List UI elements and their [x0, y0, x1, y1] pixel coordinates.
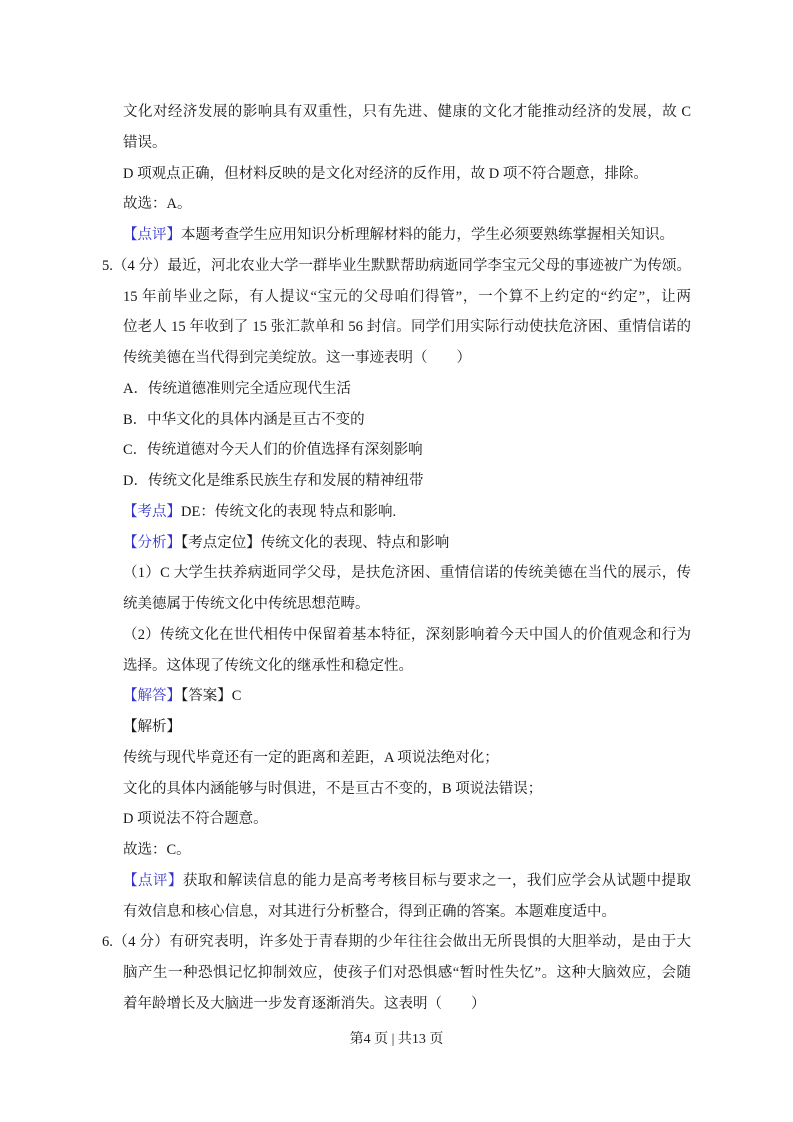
q4-analysis-line-1 [123, 97, 691, 128]
dianping-label: 【点评】 [123, 872, 183, 889]
q4-option-d-comment [123, 159, 691, 190]
q5-option-c [123, 435, 691, 466]
page-content [102, 97, 691, 1020]
text-run: （2）传统文化在世代相传中保留着基本特征，深刻影响着今天中国人的价值观念和行为 [123, 626, 691, 643]
dianping-label: 【点评】 [123, 227, 181, 243]
text-run: 有效信息和核心信息，对其进行分析整合，得到正确的答案。本题难度适中。 [123, 903, 616, 920]
question-5-stem-line-3 [123, 312, 691, 343]
text-run: 6.（4 分）有研究表明，许多处于青春期的少年往往会做出无所畏惧的大胆举动，是由于大 [102, 934, 691, 951]
q5-fenxi-line [123, 528, 691, 559]
question-5-stem-line-4 [123, 343, 691, 374]
text-run: 【考点定位】传统文化的表现、特点和影响 [181, 534, 450, 551]
text-run: 文化的具体内涵能够与时俱进，不是亘古不变的，B 项说法错误； [123, 780, 543, 797]
text-run: C．传统道德对今天人们的价值选择有深刻影响 [123, 442, 423, 459]
text-run: 故选：A。 [123, 196, 192, 213]
text-run: 着年龄增长及大脑进一步发育逐渐消失。这表明（ ） [123, 995, 486, 1012]
text-run: D 项观点正确，但材料反映的是文化对经济的反作用，故 D 项不符合题意，排除。 [123, 165, 648, 182]
text-run: 传统与现代毕竟还有一定的距离和差距，A 项说法绝对化； [123, 749, 499, 766]
q4-answer-choice [123, 189, 691, 220]
question-6-stem-line-3 [123, 989, 691, 1020]
question-6-stem-line-2 [123, 958, 691, 989]
question-5-stem-line-2 [123, 282, 691, 313]
text-run: 故选：C。 [123, 842, 191, 858]
page-footer [0, 1030, 793, 1050]
q5-jieda-line [123, 681, 691, 712]
q5-explain-a [123, 743, 691, 774]
q5-explain-d [123, 804, 691, 835]
text-run: 错误。 [123, 134, 167, 151]
question-6-stem-line-1 [102, 927, 691, 958]
text-run: 文化对经济发展的影响具有双重性，只有先进、健康的文化才能推动经济的发展，故 C [123, 104, 691, 120]
text-run: 本题考查学生应用知识分析理解材料的能力，学生必须要熟练掌握相关知识。 [181, 227, 674, 243]
q4-comment-line [123, 220, 691, 251]
text-run: A．传统道德准则完全适应现代生活 [123, 380, 351, 397]
text-run: 15 年前毕业之际，有人提议“宝元的父母咱们得管”，一个算不上约定的“约定”，让两 [123, 288, 691, 305]
kaodian-label: 【考点】 [123, 503, 181, 520]
question-5-stem-line-1 [102, 251, 691, 282]
text-run: 统美德属于传统文化中传统思想范畴。 [123, 596, 370, 612]
q5-comment-line-2 [123, 897, 691, 928]
text-run: （1）C 大学生扶养病逝同学父母，是扶危济困、重情信诺的传统美德在当代的展示，传 [123, 565, 691, 582]
fenxi-label: 【分析】 [123, 534, 181, 551]
text-run: 获取和解读信息的能力是高考考核目标与要求之一，我们应学会从试题中提取 [182, 872, 692, 889]
q5-answer-choice [123, 835, 691, 866]
text-run: 传统美德在当代得到完美绽放。这一事迹表明（ ） [123, 350, 471, 366]
text-run: B．中华文化的具体内涵是亘古不变的 [123, 411, 365, 428]
text-run: D 项说法不符合题意。 [123, 811, 268, 828]
q5-analysis-2-line-2 [123, 651, 691, 682]
text-run: DE：传统文化的表现 特点和影响. [181, 503, 397, 520]
page-number-indicator: 第4 页 | 共13 页 [349, 1032, 444, 1047]
q5-analysis-1-line-2 [123, 589, 691, 620]
q5-analysis-1-line-1 [123, 558, 691, 589]
q5-comment-line-1 [123, 866, 691, 897]
q5-option-a [123, 374, 691, 405]
text-run: 位老人 15 年收到了 15 张汇款单和 56 封信。同学们用实际行动使扶危济困、重情信诺的 [123, 319, 691, 336]
q5-kaodian-line [123, 497, 691, 528]
q5-option-b [123, 405, 691, 436]
jieda-label: 【解答】 [123, 688, 181, 705]
q5-jiexi-label-line [123, 712, 691, 743]
text-run: 【解析】 [123, 719, 181, 735]
text-run: 【答案】C [181, 688, 242, 705]
text-run: 脑产生一种恐惧记忆抑制效应，使孩子们对恐惧感“暂时性失忆”。这种大脑效应，会随 [123, 965, 691, 981]
text-run: 5.（4 分）最近，河北农业大学一群毕业生默默帮助病逝同学李宝元父母的事迹被广为传颂。 [102, 257, 691, 274]
text-run: 选择。这体现了传统文化的继承性和稳定性。 [123, 657, 413, 674]
q5-option-d [123, 466, 691, 497]
text-run: D．传统文化是维系民族生存和发展的精神纽带 [123, 473, 424, 489]
q5-analysis-2-line-1 [123, 620, 691, 651]
q5-explain-b [123, 774, 691, 805]
q4-analysis-line-2 [123, 128, 691, 159]
